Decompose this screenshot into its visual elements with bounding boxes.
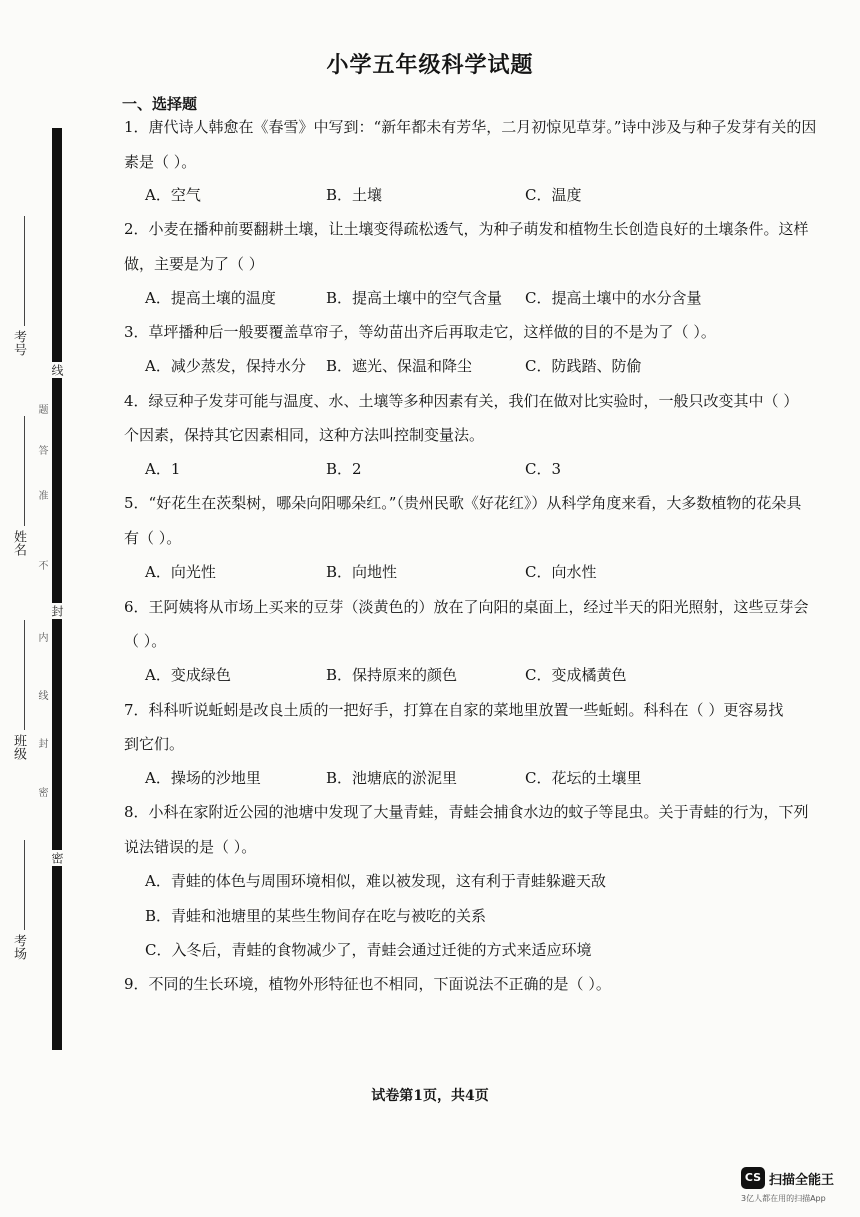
option-b: B．保持原来的颜色 (326, 666, 458, 684)
option-c: C．花坛的土壤里 (525, 769, 642, 787)
question-text: 6．王阿姨将从市场上买来的豆芽（淡黄色的）放在了向阳的桌面上，经过半天的阳光照射，这些豆芽会 (124, 598, 809, 616)
question-text: 5．“好花生在茨梨树，哪朵向阳哪朵红。”（贵州民歌《好花红》）从科学角度来看，大多数植物的花朵具 (124, 494, 802, 512)
question-text: 8．小科在家附近公园的池塘中发现了大量青蛙，青蛙会捕食水边的蚊子等昆虫。关于青蛙的行为，下列 (124, 803, 809, 821)
margin-notice: 准 (36, 490, 47, 500)
watermark-tagline: 3亿人都在用的扫描App (741, 1194, 826, 1203)
question-text: 到它们。 (124, 735, 185, 753)
page-footer: 试卷第1页，共4页 (371, 1088, 489, 1104)
watermark-brand: 扫描全能王 (769, 1173, 835, 1188)
option-a: A．操场的沙地里 (145, 769, 261, 787)
exam-title: 小学五年级科学试题 (326, 53, 534, 78)
option-a: A．变成绿色 (145, 666, 231, 684)
margin-notice: 答 (36, 445, 47, 455)
field-class: 班级 (11, 734, 26, 760)
option-c: C．向水性 (525, 563, 597, 581)
option-b: B．池塘底的淤泥里 (326, 769, 458, 787)
option-b: B．2 (326, 460, 362, 478)
question-text: 9．不同的生长环境，植物外形特征也不相同，下面说法不正确的是（ ）。 (124, 975, 611, 993)
margin-notice: 封 (36, 738, 47, 748)
field-underline (24, 840, 25, 930)
field-underline (24, 416, 25, 526)
option-b: B．土壤 (326, 186, 383, 204)
option-a: A．青蛙的体色与周围环境相似，难以被发现，这有利于青蛙躲避天敌 (145, 872, 606, 890)
question-text: （ ）。 (124, 632, 167, 650)
question-text: 有（ ）。 (124, 529, 182, 547)
margin-mark-line: 线 (50, 364, 64, 376)
option-b: B．提高土壤中的空气含量 (326, 289, 503, 307)
question-text: 做，主要是为了（ ） (124, 255, 264, 273)
question-text: 个因素，保持其它因素相同，这种方法叫控制变量法。 (124, 426, 485, 444)
option-a: A．1 (145, 460, 181, 478)
margin-notice: 内 (36, 632, 47, 642)
margin-notice: 不 (36, 560, 47, 570)
option-b: B．向地性 (326, 563, 398, 581)
margin-notice: 线 (36, 690, 47, 700)
question-text: 7．科科听说蚯蚓是改良土质的一把好手，打算在自家的菜地里放置一些蚯蚓。科科在（ ）更容易找 (124, 701, 784, 719)
margin-notice: 题 (36, 404, 47, 414)
option-c: C．变成橘黄色 (525, 666, 627, 684)
field-exam-number: 考号 (11, 330, 26, 356)
section-title: 一、选择题 (122, 95, 198, 113)
margin-mark-secret: 密 (50, 852, 64, 864)
binding-bar (52, 128, 62, 1050)
option-a: A．向光性 (145, 563, 216, 581)
margin-notice: 密 (36, 787, 47, 797)
option-b: B．青蛙和池塘里的某些生物间存在吃与被吃的关系 (145, 907, 487, 925)
field-underline (24, 620, 25, 730)
field-name: 姓名 (11, 530, 26, 556)
question-text: 1．唐代诗人韩愈在《春雪》中写到：“新年都未有芳华，二月初惊见草芽。”诗中涉及与种子发芽有关的因 (124, 118, 817, 136)
field-exam-room: 考场 (11, 934, 26, 960)
option-b: B．遮光、保温和降尘 (326, 357, 473, 375)
option-c: C．入冬后，青蛙的食物减少了，青蛙会通过迁徙的方式来适应环境 (145, 941, 592, 959)
option-a: A．空气 (145, 186, 201, 204)
option-c: C．防践踏、防偷 (525, 357, 642, 375)
option-c: C．3 (525, 460, 562, 478)
question-text: 4．绿豆种子发芽可能与温度、水、土壤等多种因素有关，我们在做对比实验时，一般只改变其中（ ） (124, 392, 799, 410)
question-text: 2．小麦在播种前要翻耕土壤，让土壤变得疏松透气，为种子萌发和植物生长创造良好的土壤条件。这样 (124, 220, 809, 238)
question-text: 素是（ ）。 (124, 153, 197, 171)
field-underline (24, 216, 25, 326)
option-a: A．提高土壤的温度 (145, 289, 276, 307)
option-c: C．提高土壤中的水分含量 (525, 289, 702, 307)
camscanner-logo-icon: CS (741, 1167, 765, 1189)
question-text: 3．草坪播种后一般要覆盖草帘子，等幼苗出齐后再取走它，这样做的目的不是为了（ ）。 (124, 323, 716, 341)
question-text: 说法错误的是（ ）。 (124, 838, 257, 856)
option-c: C．温度 (525, 186, 582, 204)
option-a: A．减少蒸发，保持水分 (145, 357, 306, 375)
margin-mark-seal: 封 (50, 605, 64, 617)
